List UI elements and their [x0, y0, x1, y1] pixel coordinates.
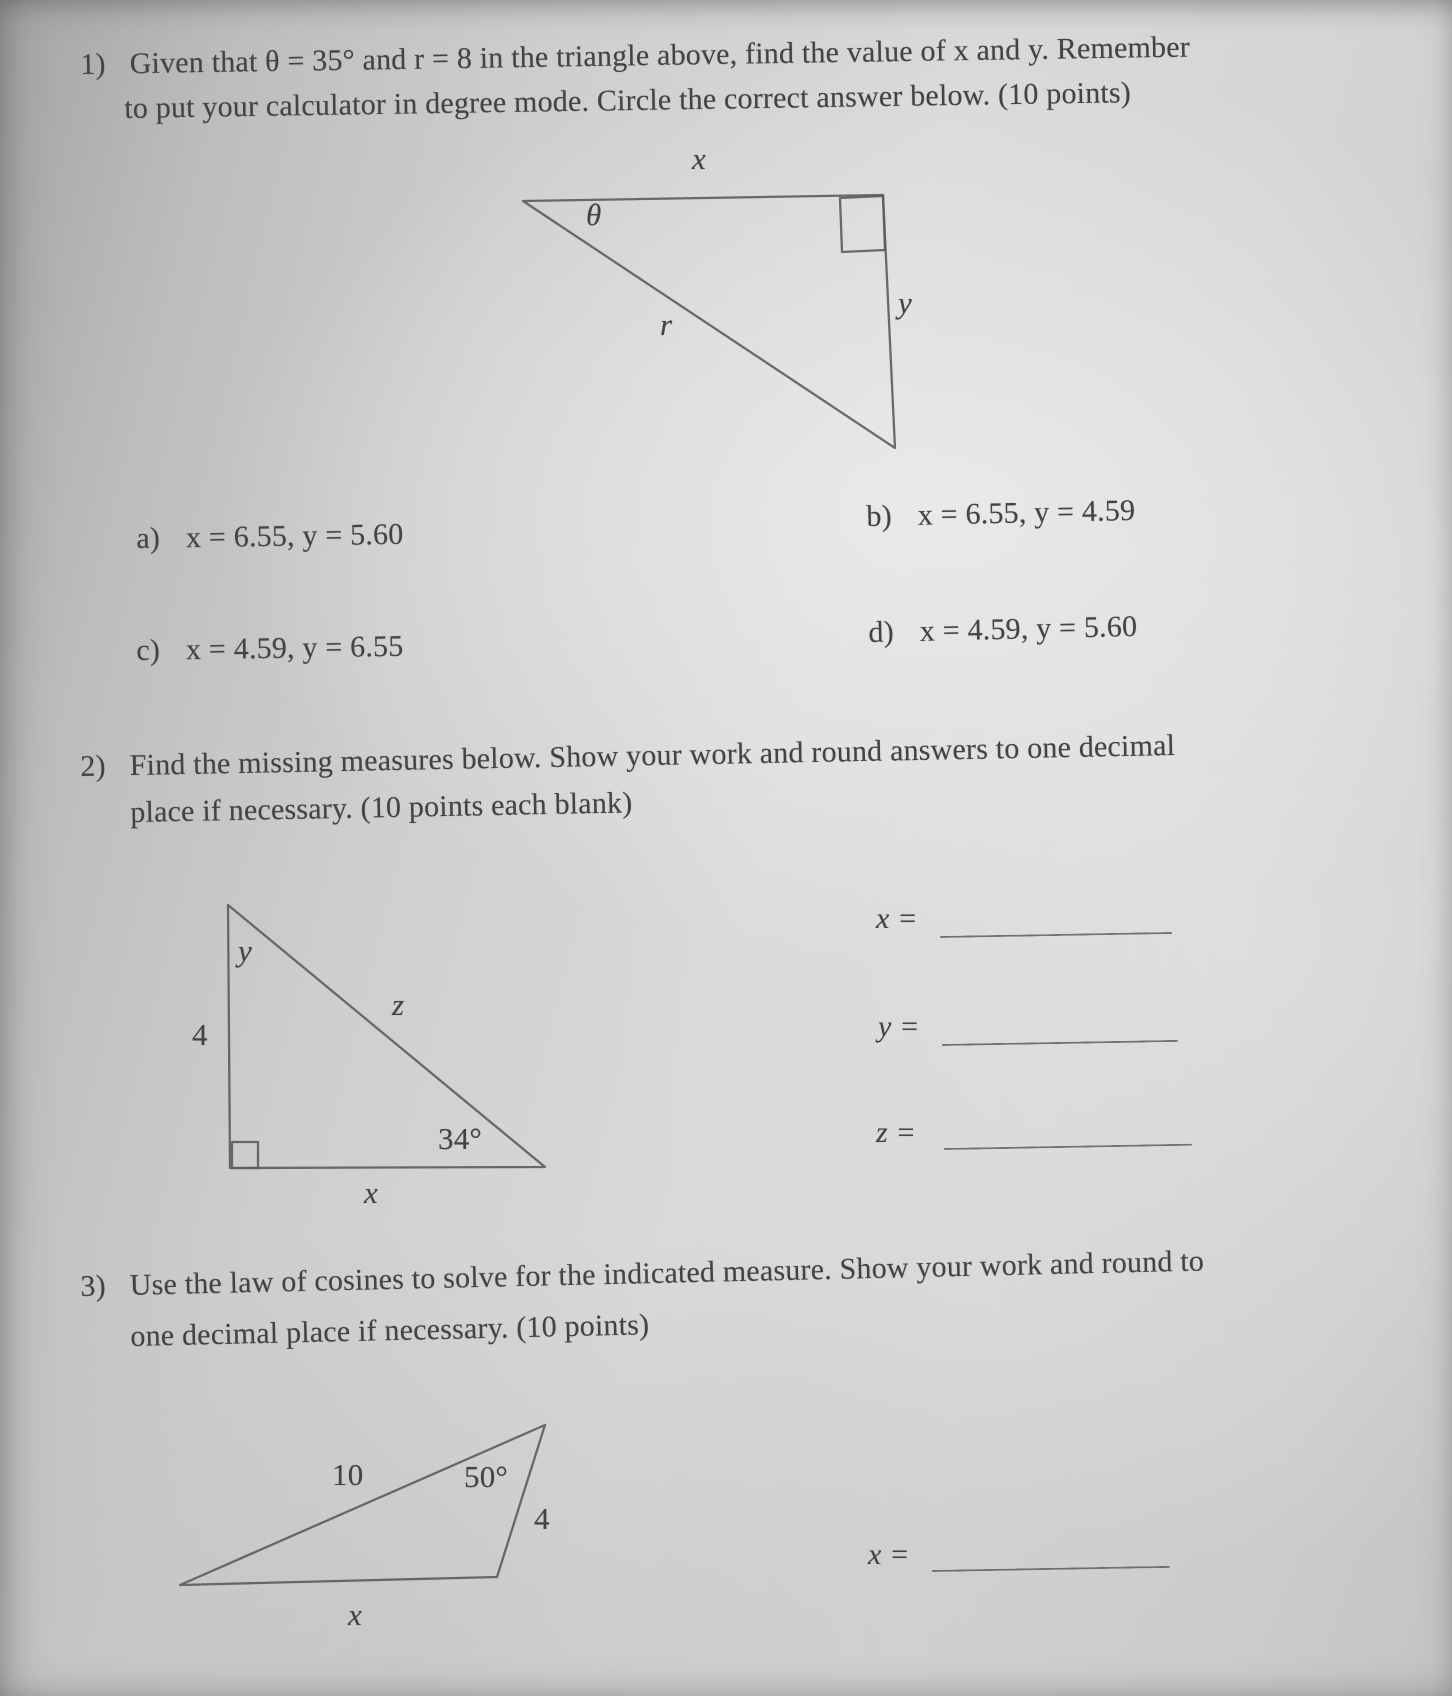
triangle-2-label-hypotenuse: z — [392, 987, 405, 1022]
choice-d-value: x = 4.59, y = 5.60 — [919, 609, 1138, 648]
triangle-3-label-right-side: 4 — [534, 1501, 550, 1536]
question-3-line-2: one decimal place if necessary. (10 points) — [130, 1308, 650, 1353]
question-2-line-1 — [80, 727, 1175, 786]
choice-b-label: b) — [866, 499, 893, 533]
blank-label-x: x = — [876, 902, 918, 935]
triangle-3-label-bottom-side: x — [348, 1597, 362, 1632]
answer-blank-line-x-q3 — [932, 1566, 1170, 1572]
answer-blank-line-y — [942, 1040, 1178, 1046]
choice-a — [136, 516, 404, 558]
question-1-text-a: Given that θ = 35° and r = 8 in the triangle above, find the value of x and y. Remember — [129, 30, 1191, 81]
triangle-2-figure — [180, 880, 580, 1200]
triangle-1-right-angle-marker — [840, 196, 885, 252]
choice-a-value: x = 6.55, y = 5.60 — [185, 517, 404, 555]
choice-b — [866, 492, 1136, 536]
triangle-3-label-top-angle: 50° — [464, 1459, 508, 1494]
triangle-1-label-hypotenuse: r — [660, 307, 673, 342]
triangle-2-label-top-angle: y — [238, 933, 252, 968]
triangle-2-label-bottom-angle: 34° — [438, 1121, 482, 1156]
question-2-number: 2) — [80, 749, 107, 783]
triangle-2-label-left-side: 4 — [192, 1017, 208, 1052]
triangle-1-label-angle-theta: θ — [586, 197, 602, 232]
answer-blank-line-x — [940, 932, 1172, 938]
blank-label-x-q3: x = — [868, 1538, 910, 1571]
triangle-3-figure — [160, 1405, 580, 1605]
triangle-2-label-bottom-side: x — [364, 1175, 378, 1210]
triangle-1-figure — [500, 140, 920, 470]
choice-d — [868, 608, 1138, 652]
triangle-1-label-top-side: x — [692, 141, 706, 176]
question-1-number: 1) — [80, 47, 106, 81]
blank-label-z: z = — [876, 1116, 917, 1149]
triangle-1-outline — [523, 195, 895, 448]
question-2-text-a: Find the missing measures below. Show your work and round answers to one decimal — [129, 728, 1176, 783]
question-1-line-2: to put your calculator in degree mode. Circle the correct answer below. (10 points) — [124, 76, 1132, 125]
choice-d-label: d) — [868, 615, 895, 649]
choice-a-label: a) — [136, 521, 161, 555]
triangle-2-outline — [228, 905, 545, 1168]
answer-blank-line-z — [944, 1144, 1192, 1150]
question-3-text-a: Use the law of cosines to solve for the indicated measure. Show your work and round to — [129, 1244, 1205, 1302]
choice-c-label: c) — [136, 633, 161, 667]
question-3-number: 3) — [80, 1269, 107, 1303]
blank-label-y: y = — [878, 1010, 920, 1043]
choice-c-value: x = 4.59, y = 6.55 — [185, 629, 404, 667]
triangle-2-right-angle-marker — [232, 1142, 258, 1168]
triangle-3-label-long-side: 10 — [332, 1457, 364, 1492]
question-3-line-1 — [80, 1243, 1204, 1306]
triangle-3-outline — [180, 1425, 545, 1585]
choice-b-value: x = 6.55, y = 4.59 — [917, 493, 1136, 532]
choice-c — [136, 628, 404, 670]
question-2-line-2: place if necessary. (10 points each blank) — [130, 786, 633, 829]
triangle-1-label-right-side: y — [898, 285, 912, 320]
